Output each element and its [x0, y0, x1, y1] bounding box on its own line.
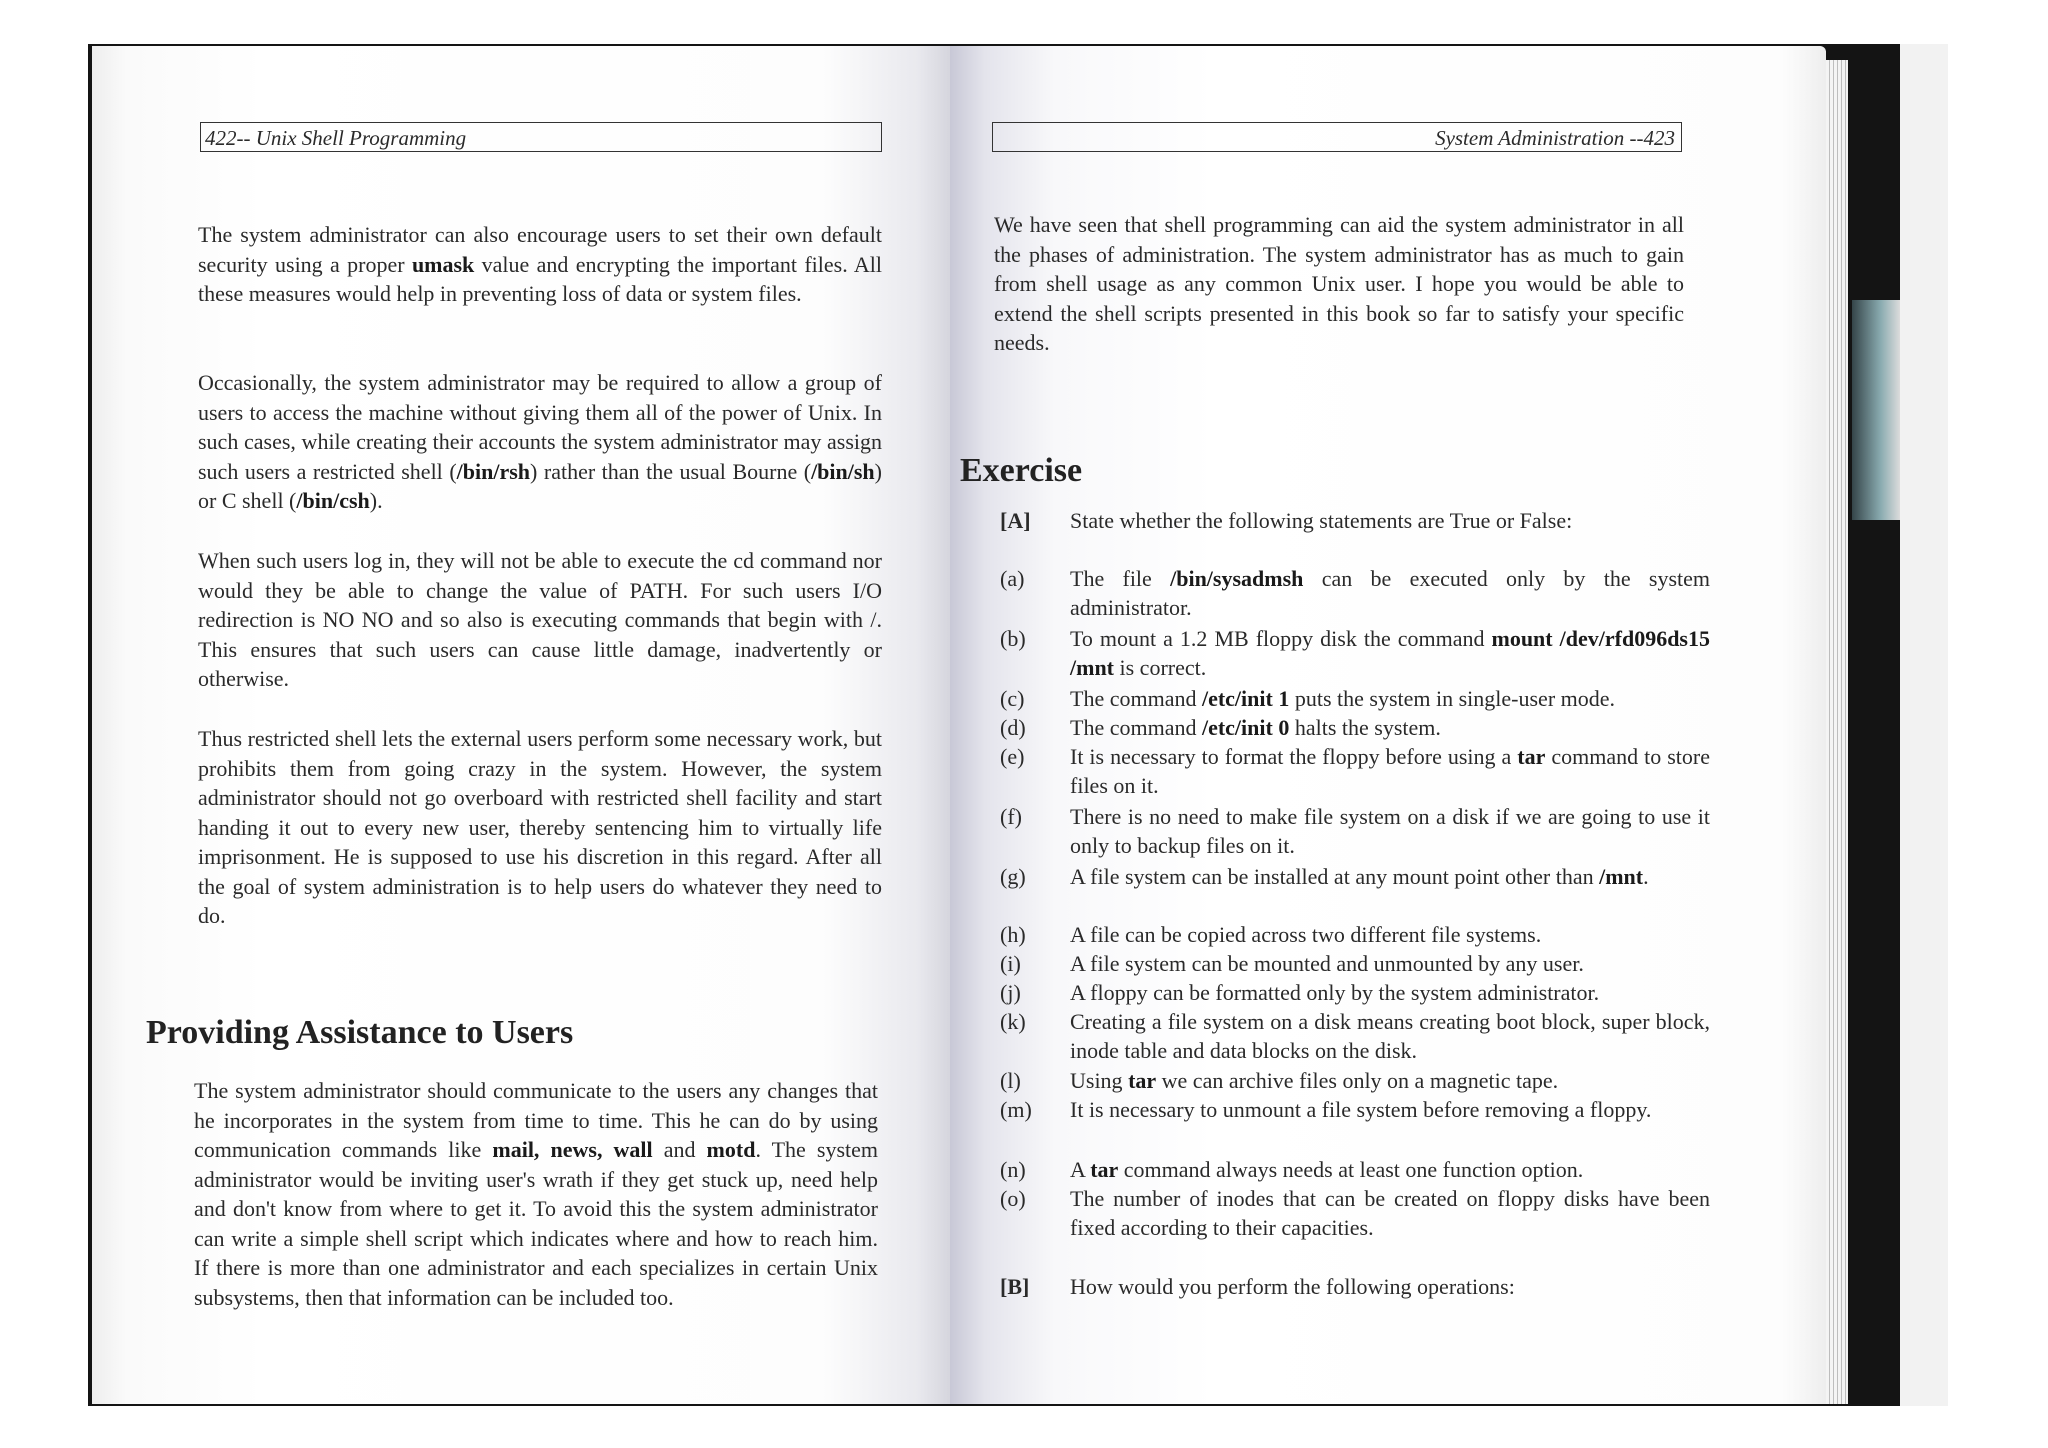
text-run: Occasionally, the system administrator may be required to allow a group of users to access the machine without giving them all of the power of Unix. In such cases, while creating their accounts the system administrator may assign such users a restricted shell ( — [198, 370, 882, 484]
section-b-label: [B] — [1000, 1274, 1030, 1299]
item-text — [1070, 920, 1710, 949]
item-label: (h) — [1000, 922, 1026, 947]
section-heading-exercise: Exercise — [960, 452, 1083, 489]
item-label: (g) — [1000, 864, 1026, 889]
paragraph-restricted-shell — [198, 368, 882, 516]
item-text — [1070, 978, 1710, 1007]
item-label: (j) — [1000, 980, 1021, 1005]
bold-term: /bin/sh — [811, 458, 875, 484]
text-run: we can archive files only on a magnetic tape. — [1156, 1068, 1559, 1093]
item-label: (c) — [1000, 686, 1025, 711]
text-run: ) or C shell ( — [198, 458, 882, 513]
text-run: A file system can be installed at any mount point other than — [1070, 864, 1600, 889]
paragraph-login-restrictions: When such users log in, they will not be able to execute the cd command nor would they be able to change the value of PATH. For such users I/O redirection is NO NO and so also is executing commands that begin with /. This ensures that such users can cause little damage, inadvertently or otherwise. — [198, 548, 882, 691]
text-run: . The system administrator would be inviting user's wrath if they get stuck up, need help and don't know from where to get it. To avoid this the system administrator can write a simple shell script which indicates where and how to reach him. If there is more than one administrator and each specializes in certain Unix subsystems, then that information can be included too. — [194, 1137, 878, 1310]
item-label: (n) — [1000, 1157, 1026, 1182]
text-run: Creating a file system on a disk means creating boot block, super block, inode table and data blocks on the disk. — [1070, 1009, 1710, 1063]
text-run: The command — [1070, 686, 1202, 711]
text-run: halts the system. — [1289, 715, 1441, 740]
section-a-text: State whether the following statements are True or False: — [1070, 508, 1573, 533]
bold-term: /bin/sysadmsh — [1170, 566, 1304, 591]
item-label: (o) — [1000, 1186, 1026, 1211]
text-run: The system administrator can also encourage users to set their own default security using a proper — [198, 222, 882, 277]
item-text — [1070, 684, 1710, 713]
item-text — [1070, 949, 1710, 978]
text-run: A file can be copied across two different file systems. — [1070, 922, 1542, 947]
item-label: (d) — [1000, 715, 1026, 740]
paragraph-intro: We have seen that shell programming can aid the system administrator in all the phases of administration. The system administrator has as much to gain from shell usage as any common Unix user. I hope you would be able to extend the shell scripts presented in this book so far to satisfy your specific needs. — [994, 212, 1684, 355]
text-run: puts the system in single-user mode. — [1289, 686, 1616, 711]
text-run: A — [1070, 1157, 1091, 1182]
right-running-head: System Administration --423 — [992, 122, 1682, 152]
bold-term: /bin/rsh — [456, 458, 531, 484]
paragraph-assistance — [194, 1076, 878, 1312]
text-run: There is no need to make file system on a disk if we are going to use it only to backup files on it. — [1070, 804, 1710, 858]
bold-term: /etc/init 0 — [1201, 715, 1290, 740]
item-text — [1070, 1155, 1710, 1184]
bold-term: /etc/init 1 — [1201, 686, 1290, 711]
text-run: A file system can be mounted and unmounted by any user. — [1070, 951, 1584, 976]
text-run: It is necessary to format the floppy before using a — [1070, 744, 1518, 769]
section-heading-assistance: Providing Assistance to Users — [146, 1014, 574, 1051]
bold-term: /bin/csh — [296, 488, 370, 513]
item-text — [1070, 1066, 1710, 1095]
edge-glare — [1852, 300, 1900, 520]
text-run: ) rather than the usual Bourne ( — [530, 458, 812, 484]
scanner-margin — [1900, 44, 1948, 1406]
text-run: . — [1643, 864, 1649, 889]
bold-term: mount /dev/rfd096ds15 /mnt — [1070, 626, 1710, 680]
item-text — [1070, 1184, 1710, 1242]
bold-term: tar — [1517, 744, 1546, 769]
paragraph-restricted-shell-limits: Thus restricted shell lets the external users perform some necessary work, but prohibits them from going crazy in the system. However, the system administrator should not go overboard with restricted shell facility and start handing it out to every new user, thereby sentencing him to virtually life imprisonment. He is supposed to use his discretion in this regard. After all the goal of system administration is to help users do whatever they need to do. — [198, 726, 882, 928]
item-label: (b) — [1000, 626, 1026, 651]
right-page — [950, 46, 1826, 1404]
item-label: (i) — [1000, 951, 1021, 976]
item-text — [1070, 1007, 1710, 1065]
bold-term: umask — [411, 251, 475, 277]
text-run: value and encrypting the important files. All these measures would help in preventing loss of data or system files. — [198, 251, 882, 306]
item-text — [1070, 713, 1710, 742]
bold-term: mail, news, wall — [492, 1137, 653, 1162]
paragraph-umask — [198, 220, 882, 309]
item-label: (a) — [1000, 566, 1025, 591]
item-text — [1070, 802, 1710, 860]
page-edges — [1826, 60, 1848, 1404]
item-label: (k) — [1000, 1009, 1026, 1034]
text-run: The command — [1070, 715, 1202, 740]
item-text — [1070, 742, 1710, 800]
item-text — [1070, 624, 1710, 682]
bold-term: tar — [1090, 1157, 1119, 1182]
text-run: It is necessary to unmount a file system before removing a floppy. — [1070, 1097, 1652, 1122]
item-label: (e) — [1000, 744, 1025, 769]
left-page — [92, 46, 952, 1404]
section-b-text: How would you perform the following operations: — [1070, 1274, 1515, 1299]
bold-term: tar — [1128, 1068, 1157, 1093]
text-run: and — [652, 1137, 707, 1162]
text-run: To mount a 1.2 MB floppy disk the command — [1070, 626, 1492, 651]
text-run: command to store files on it. — [1070, 744, 1710, 798]
item-text — [1070, 564, 1710, 622]
text-run: A floppy can be formatted only by the system administrator. — [1070, 980, 1600, 1005]
item-label: (f) — [1000, 804, 1022, 829]
item-label: (l) — [1000, 1068, 1021, 1093]
bold-term: motd — [706, 1137, 756, 1162]
item-text — [1070, 862, 1710, 891]
item-label: (m) — [1000, 1097, 1032, 1122]
text-run: ). — [369, 488, 383, 513]
text-run: can be executed only by the system administrator. — [1070, 566, 1710, 620]
text-run: command always needs at least one function option. — [1118, 1157, 1584, 1182]
text-run: The number of inodes that can be created on floppy disks have been fixed according to their capacities. — [1070, 1186, 1710, 1240]
text-run: The file — [1070, 566, 1171, 591]
section-a-label: [A] — [1000, 508, 1031, 533]
bold-term: /mnt — [1599, 864, 1644, 889]
item-text — [1070, 1095, 1710, 1124]
text-run: is correct. — [1114, 655, 1207, 680]
text-run: The system administrator should communicate to the users any changes that he incorporates in the system from time to time. This he can do by using communication commands like — [194, 1078, 878, 1162]
text-run: Using — [1070, 1068, 1129, 1093]
left-running-head: 422-- Unix Shell Programming — [200, 122, 882, 152]
